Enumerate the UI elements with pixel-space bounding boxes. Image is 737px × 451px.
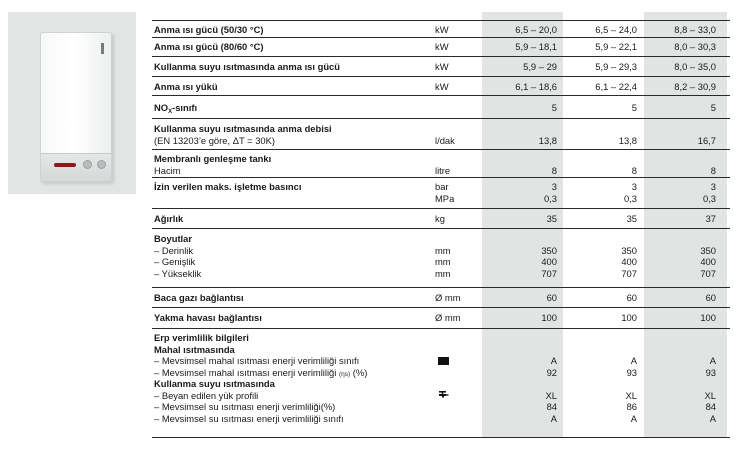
value-model-1: 35 xyxy=(546,213,557,224)
value-model-3: 60 xyxy=(705,292,716,303)
value-model-3: 0,3 xyxy=(702,192,716,204)
value-model-2: 100 xyxy=(621,312,637,323)
value-model-2: 0,3 xyxy=(623,192,637,204)
knob-icon xyxy=(83,160,92,169)
row-label: Baca gazı bağlantısı xyxy=(154,292,244,303)
erp-title: Erp verimlilik bilgileri xyxy=(154,332,249,343)
control-panel xyxy=(41,153,111,181)
row-sublabel: (EN 13203’e göre, ΔT = 30K) xyxy=(154,134,276,146)
dhw-heading: Kullanma suyu ısıtmasında xyxy=(154,378,275,389)
value-model-1: 5,9 – 18,1 xyxy=(515,41,557,52)
space-heating-heading: Mahal ısıtmasında xyxy=(154,343,235,355)
value-model-1: 3 xyxy=(551,181,557,192)
table-row xyxy=(152,288,730,308)
boiler-illustration xyxy=(40,32,112,182)
row-unit: kW xyxy=(435,24,449,35)
value-model-2: 5 xyxy=(631,102,637,113)
value-model-1: 6,1 – 18,6 xyxy=(515,81,557,92)
value-model-3: XL xyxy=(704,389,716,401)
value-model-1: 5 xyxy=(551,102,557,113)
row-sublabel: – Genişlik xyxy=(154,256,196,267)
value-model-3: 93 xyxy=(705,366,716,378)
product-image xyxy=(8,12,136,194)
value-model-2: 8 xyxy=(631,164,637,176)
table-row xyxy=(152,150,730,178)
value-model-2: 5,9 – 29,3 xyxy=(595,61,637,72)
table-row xyxy=(152,20,730,38)
value-model-3: 350 xyxy=(700,244,716,256)
brand-logo xyxy=(54,163,76,167)
value-model-2: 35 xyxy=(626,213,637,224)
row-label: Kullanma suyu ısıtmasında anma ısı gücü xyxy=(154,61,340,72)
erp-section xyxy=(152,329,730,438)
value-model-3: 707 xyxy=(700,267,716,279)
value-model-1: 400 xyxy=(541,256,557,267)
value-model-3: 84 xyxy=(705,401,716,412)
value-model-2: 93 xyxy=(626,366,637,378)
value-model-1: 92 xyxy=(546,366,557,378)
row-label: Kullanma suyu ısıtmasında anma debisi xyxy=(154,123,332,134)
value-model-2: 6,1 – 22,4 xyxy=(595,81,637,92)
value-model-3: 3 xyxy=(710,181,716,192)
row-sublabel: – Mevsimsel su ısıtması enerji verimliliği sınıfı xyxy=(154,412,344,424)
table-row xyxy=(152,229,730,288)
row-sublabel: – Mevsimsel mahal ısıtması enerji verimliliği sınıfı xyxy=(154,355,360,366)
value-model-2: 6,5 – 24,0 xyxy=(595,24,637,35)
value-model-2: 13,8 xyxy=(618,134,637,146)
knob-icon xyxy=(97,160,106,169)
value-model-3: 8 xyxy=(710,164,716,176)
value-model-3: 100 xyxy=(700,312,716,323)
value-model-1: 5,9 – 29 xyxy=(523,61,557,72)
row-label: $NO_X$-sınıfı xyxy=(154,102,198,115)
value-model-1: 0,3 xyxy=(543,192,557,204)
value-model-1: 707 xyxy=(541,267,557,279)
row-unit: Ø mm xyxy=(435,312,461,323)
row-unit: mm xyxy=(435,267,451,279)
value-model-3: 5 xyxy=(710,102,716,113)
row-unit: kg xyxy=(435,213,445,224)
table-row xyxy=(152,38,730,57)
value-model-1: 350 xyxy=(541,244,557,256)
table-row xyxy=(152,178,730,209)
value-model-2: 60 xyxy=(626,292,637,303)
value-model-3: 37 xyxy=(705,213,716,224)
row-unit: litre xyxy=(435,164,451,176)
row-label: Yakma havası bağlantısı xyxy=(154,312,262,323)
row-sublabel: – Mevsimsel su ısıtması enerji verimliliği(%) xyxy=(154,401,336,412)
value-model-1: 13,8 xyxy=(538,134,557,146)
radiator-icon xyxy=(438,357,449,365)
value-model-2: 86 xyxy=(626,401,637,412)
spec-table xyxy=(148,0,730,451)
row-label: Anma ısı gücü (80/60 °C) xyxy=(154,41,264,52)
row-unit: mm xyxy=(435,256,451,267)
row-unit: l/dak xyxy=(435,134,455,146)
row-label: Anma ısı gücü (50/30 °C) xyxy=(154,24,264,35)
table-row xyxy=(152,209,730,229)
value-model-3: 16,7 xyxy=(697,134,716,146)
value-model-3: A xyxy=(709,412,716,424)
value-model-3: A xyxy=(709,355,716,366)
value-model-2: 400 xyxy=(621,256,637,267)
row-label: Boyutlar xyxy=(154,233,193,244)
value-model-1: 60 xyxy=(546,292,557,303)
row-sublabel: – Derinlik xyxy=(154,244,194,256)
row-label: Ağırlık xyxy=(154,213,184,224)
value-model-2: 350 xyxy=(621,244,637,256)
value-model-3: 8,0 – 30,3 xyxy=(674,41,716,52)
row-sublabel: – Yükseklik xyxy=(154,267,202,279)
value-model-3: 8,0 – 35,0 xyxy=(674,61,716,72)
row-sublabel: – Beyan edilen yük profili xyxy=(154,389,259,401)
value-model-1: 8 xyxy=(551,164,557,176)
value-model-1: 100 xyxy=(541,312,557,323)
value-model-2: A xyxy=(630,355,637,366)
value-model-3: 400 xyxy=(700,256,716,267)
row-unit: MPa xyxy=(435,192,455,204)
table-row xyxy=(152,57,730,77)
row-label: İzin verilen maks. işletme basıncı xyxy=(154,181,302,192)
row-unit: kW xyxy=(435,61,449,72)
tap-icon xyxy=(438,391,449,399)
value-model-1: 84 xyxy=(546,401,557,412)
row-sublabel: – Mevsimsel mahal ısıtması enerji verimliliği (ηs) (%) xyxy=(154,366,368,378)
row-unit: mm xyxy=(435,244,451,256)
row-unit: bar xyxy=(435,181,449,192)
value-model-2: 3 xyxy=(631,181,637,192)
value-model-1: A xyxy=(550,412,557,424)
row-label: Anma ısı yükü xyxy=(154,81,218,92)
value-model-2: 707 xyxy=(621,267,637,279)
value-model-2: 5,9 – 22,1 xyxy=(595,41,637,52)
row-sublabel: Hacim xyxy=(154,164,181,176)
value-model-2: A xyxy=(630,412,637,424)
table-row xyxy=(152,77,730,96)
value-model-2: XL xyxy=(625,389,637,401)
value-model-1: 6,5 – 20,0 xyxy=(515,24,557,35)
value-model-3: 8,8 – 33,0 xyxy=(674,24,716,35)
table-row xyxy=(152,96,730,119)
row-unit: Ø mm xyxy=(435,292,461,303)
table-row xyxy=(152,119,730,150)
value-model-3: 8,2 – 30,9 xyxy=(674,81,716,92)
value-model-1: XL xyxy=(545,389,557,401)
row-unit: kW xyxy=(435,41,449,52)
row-label: Membranlı genleşme tankı xyxy=(154,153,272,164)
row-unit: kW xyxy=(435,81,449,92)
value-model-1: A xyxy=(550,355,557,366)
table-row xyxy=(152,308,730,329)
